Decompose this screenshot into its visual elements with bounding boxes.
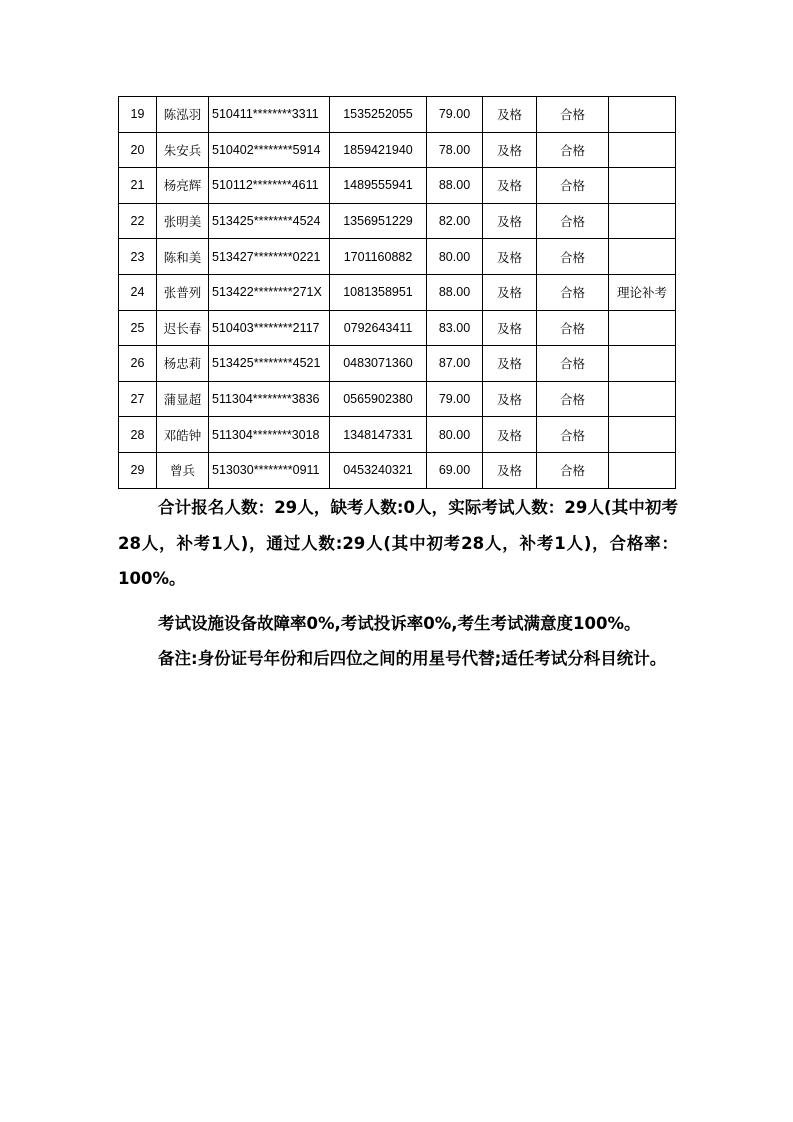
table-row xyxy=(119,97,676,133)
summary-statistics: 合计报名人数：29人，缺考人数:0人，实际考试人数：29人(其中初考28人，补考1人)，通过人数:29人(其中初考28人，补考1人)，合格率：100%。 xyxy=(118,498,678,588)
row-number: 24 xyxy=(119,274,157,310)
summary-section xyxy=(118,490,678,677)
qualification-status: 合格 xyxy=(537,381,609,417)
exam-result: 及格 xyxy=(483,274,537,310)
table-row xyxy=(119,132,676,168)
certificate-number: 1348147331 xyxy=(330,417,427,453)
table-row xyxy=(119,168,676,204)
remark xyxy=(609,346,676,382)
candidate-name: 陈泓羽 xyxy=(157,97,209,133)
remark xyxy=(609,417,676,453)
qualification-status: 合格 xyxy=(537,168,609,204)
certificate-number: 0453240321 xyxy=(330,452,427,488)
table-row xyxy=(119,274,676,310)
qualification-status: 合格 xyxy=(537,417,609,453)
id-number: 513422********271X xyxy=(209,274,330,310)
score: 80.00 xyxy=(427,417,483,453)
id-number: 510112********4611 xyxy=(209,168,330,204)
remark: 理论补考 xyxy=(609,274,676,310)
table-row xyxy=(119,381,676,417)
exam-result: 及格 xyxy=(483,97,537,133)
qualification-status: 合格 xyxy=(537,310,609,346)
certificate-number: 1081358951 xyxy=(330,274,427,310)
certificate-number: 1701160882 xyxy=(330,239,427,275)
certificate-number: 0565902380 xyxy=(330,381,427,417)
remark xyxy=(609,452,676,488)
score: 79.00 xyxy=(427,381,483,417)
row-number: 19 xyxy=(119,97,157,133)
table-row xyxy=(119,346,676,382)
score: 87.00 xyxy=(427,346,483,382)
candidate-name: 迟长春 xyxy=(157,310,209,346)
remark xyxy=(609,310,676,346)
id-number: 513427********0221 xyxy=(209,239,330,275)
candidate-name: 蒲显超 xyxy=(157,381,209,417)
qualification-status: 合格 xyxy=(537,97,609,133)
remark xyxy=(609,203,676,239)
candidate-name: 邓皓钟 xyxy=(157,417,209,453)
row-number: 28 xyxy=(119,417,157,453)
remarks-note: 备注:身份证号年份和后四位之间的用星号代替;适任考试分科目统计。 xyxy=(158,649,667,668)
candidate-name: 杨亮辉 xyxy=(157,168,209,204)
table-row xyxy=(119,203,676,239)
remark xyxy=(609,132,676,168)
table-body xyxy=(119,97,676,489)
id-number: 510403********2117 xyxy=(209,310,330,346)
row-number: 22 xyxy=(119,203,157,239)
certificate-number: 0792643411 xyxy=(330,310,427,346)
exam-result: 及格 xyxy=(483,239,537,275)
remark xyxy=(609,239,676,275)
exam-result: 及格 xyxy=(483,381,537,417)
exam-result: 及格 xyxy=(483,168,537,204)
certificate-number: 1859421940 xyxy=(330,132,427,168)
candidate-name: 张明美 xyxy=(157,203,209,239)
row-number: 27 xyxy=(119,381,157,417)
row-number: 25 xyxy=(119,310,157,346)
exam-results-table xyxy=(118,96,676,489)
exam-result: 及格 xyxy=(483,417,537,453)
candidate-name: 张普列 xyxy=(157,274,209,310)
qualification-status: 合格 xyxy=(537,132,609,168)
score: 79.00 xyxy=(427,97,483,133)
candidate-name: 朱安兵 xyxy=(157,132,209,168)
table-row xyxy=(119,452,676,488)
qualification-status: 合格 xyxy=(537,239,609,275)
qualification-status: 合格 xyxy=(537,203,609,239)
row-number: 29 xyxy=(119,452,157,488)
table-row xyxy=(119,310,676,346)
certificate-number: 1489555941 xyxy=(330,168,427,204)
certificate-number: 1356951229 xyxy=(330,203,427,239)
certificate-number: 1535252055 xyxy=(330,97,427,133)
candidate-name: 杨忠莉 xyxy=(157,346,209,382)
score: 78.00 xyxy=(427,132,483,168)
service-quality-statement: 考试设施设备故障率0%,考试投诉率0%,考生考试满意度100%。 xyxy=(158,613,641,633)
exam-result: 及格 xyxy=(483,203,537,239)
exam-result: 及格 xyxy=(483,452,537,488)
id-number: 511304********3018 xyxy=(209,417,330,453)
row-number: 20 xyxy=(119,132,157,168)
table-row xyxy=(119,239,676,275)
certificate-number: 0483071360 xyxy=(330,346,427,382)
score: 69.00 xyxy=(427,452,483,488)
candidate-name: 陈和美 xyxy=(157,239,209,275)
id-number: 513425********4524 xyxy=(209,203,330,239)
score: 88.00 xyxy=(427,168,483,204)
table-row xyxy=(119,417,676,453)
id-number: 513030********0911 xyxy=(209,452,330,488)
exam-result: 及格 xyxy=(483,132,537,168)
score: 83.00 xyxy=(427,310,483,346)
qualification-status: 合格 xyxy=(537,346,609,382)
exam-result: 及格 xyxy=(483,310,537,346)
score: 88.00 xyxy=(427,274,483,310)
score: 82.00 xyxy=(427,203,483,239)
remark xyxy=(609,97,676,133)
row-number: 26 xyxy=(119,346,157,382)
candidate-name: 曾兵 xyxy=(157,452,209,488)
id-number: 511304********3836 xyxy=(209,381,330,417)
row-number: 21 xyxy=(119,168,157,204)
qualification-status: 合格 xyxy=(537,274,609,310)
score: 80.00 xyxy=(427,239,483,275)
id-number: 510402********5914 xyxy=(209,132,330,168)
remark xyxy=(609,381,676,417)
id-number: 513425********4521 xyxy=(209,346,330,382)
row-number: 23 xyxy=(119,239,157,275)
exam-result: 及格 xyxy=(483,346,537,382)
id-number: 510411********3311 xyxy=(209,97,330,133)
qualification-status: 合格 xyxy=(537,452,609,488)
remark xyxy=(609,168,676,204)
